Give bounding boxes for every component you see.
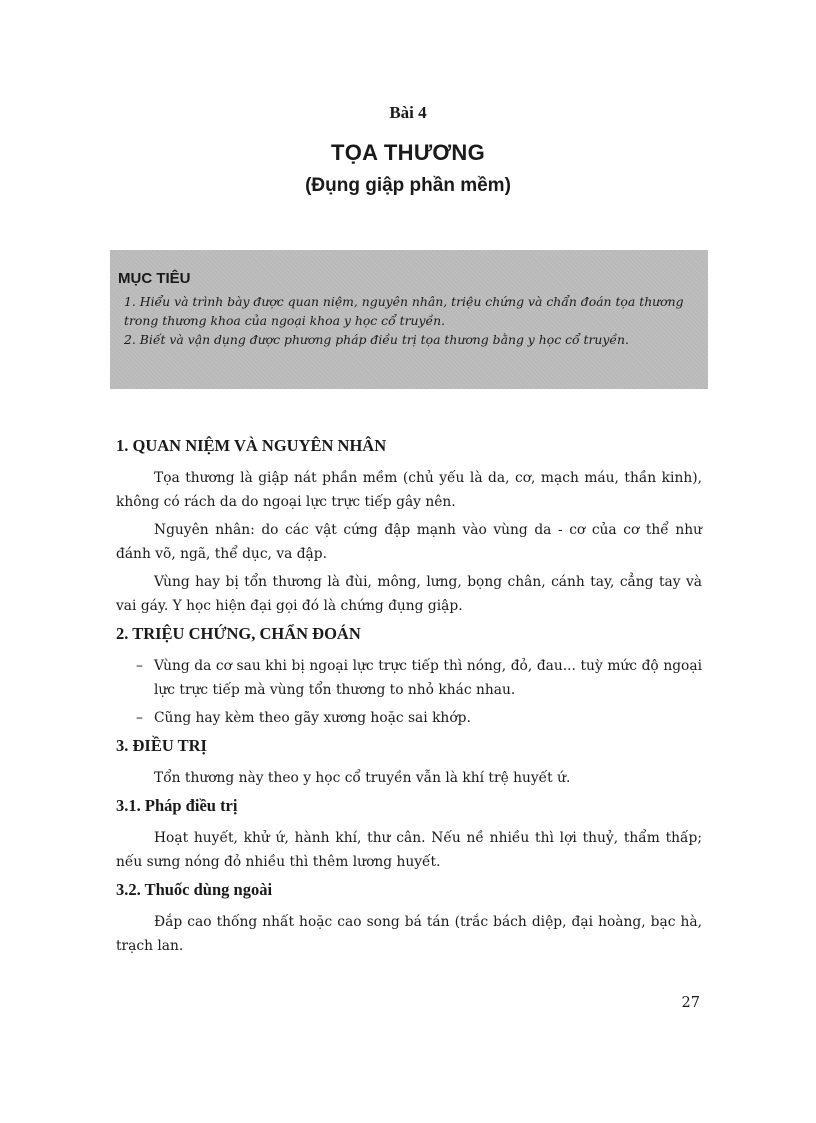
- objectives-heading: MỤC TIÊU: [118, 270, 191, 287]
- dash-bullet: –: [136, 658, 143, 674]
- paragraph: Tọa thương là giập nát phần mềm (chủ yếu là da, cơ, mạch máu, thần kinh), không có rách da do ngoại lực trực tiếp gây nên.: [116, 470, 702, 510]
- paragraph: Tổn thương này theo y học cổ truyền vẫn là khí trệ huyết ứ.: [154, 770, 571, 786]
- paragraph: Vùng hay bị tổn thương là đùi, mông, lưng, bọng chân, cánh tay, cẳng tay và vai gáy. Y học hiện đại gọi đó là chứng đụng giập.: [116, 574, 702, 614]
- section-heading-3: 3. ĐIỀU TRỊ: [116, 736, 207, 755]
- symptom-list: [116, 654, 702, 730]
- paragraph: Nguyên nhân: do các vật cứng đập mạnh vào vùng da - cơ của cơ thể như đánh võ, ngã, thể dục, va đập.: [116, 522, 702, 562]
- paragraph: Hoạt huyết, khử ứ, hành khí, thư cân. Nếu nề nhiều thì lợi thuỷ, thẩm thấp; nếu sưng nóng đỏ nhiều thì thêm lương huyết.: [116, 830, 702, 870]
- page-number: 27: [681, 995, 700, 1011]
- lesson-label: Bài 4: [389, 103, 427, 122]
- objectives-box: [110, 250, 708, 389]
- paragraph: Đắp cao thống nhất hoặc cao song bá tán (trắc bách diệp, đại hoàng, bạc hà, trạch lan.: [116, 914, 702, 954]
- dash-bullet: –: [136, 710, 143, 726]
- list-item: [116, 654, 702, 702]
- section-heading-2: 2. TRIỆU CHỨNG, CHẨN ĐOÁN: [116, 624, 361, 643]
- list-item: [116, 706, 702, 730]
- subsection-heading-3-2: 3.2. Thuốc dùng ngoài: [116, 880, 273, 899]
- page-title: TỌA THƯƠNG: [330, 140, 486, 165]
- page-subtitle: (Đụng giập phần mềm): [305, 175, 511, 196]
- objective-item: 2. Biết và vận dụng được phương pháp điều trị tọa thương bằng y học cổ truyền.: [124, 332, 629, 347]
- main-content: [116, 434, 702, 962]
- subsection-heading-3-1: 3.1. Pháp điều trị: [116, 796, 238, 815]
- list-item-text: Cũng hay kèm theo gãy xương hoặc sai khớp.: [154, 710, 471, 726]
- objective-item: 1. Hiểu và trình bày được quan niệm, nguyên nhân, triệu chứng và chẩn đoán tọa thương trong thương khoa của ngoại khoa y học cổ truyền.: [124, 294, 684, 328]
- list-item-text: Vùng da cơ sau khi bị ngoại lực trực tiếp thì nóng, đỏ, đau... tuỳ mức độ ngoại lực trực tiếp mà vùng tổn thương to nhỏ khác nhau.: [154, 658, 702, 698]
- section-heading-1: 1. QUAN NIỆM VÀ NGUYÊN NHÂN: [116, 436, 387, 455]
